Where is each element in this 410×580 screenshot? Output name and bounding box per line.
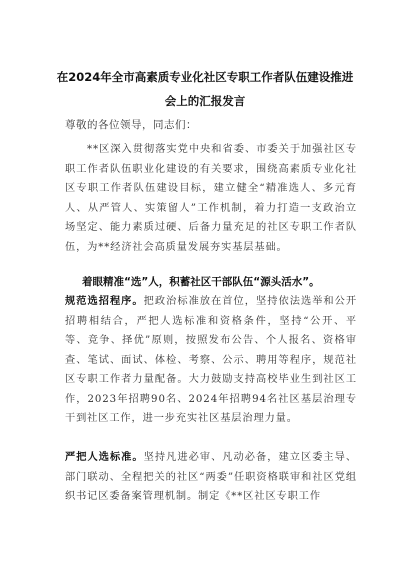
paragraph-body: 坚持凡进必审、凡动必备，建立区委主导、部门联动、全程把关的社区“两委”任职资格联审和社区党组织书记区委备案管理机制。制定《**区社区专职工作	[65, 452, 357, 502]
document-title-line-2: 会上的汇报发言	[164, 94, 246, 108]
section-heading-1: 着眼精准“选”人，积蓄社区干部队伍“源头活水”。	[82, 276, 320, 288]
intro-paragraph-text: **区深入贯彻落实党中央和省委、市委关于加强社区专职工作者队伍职业化建设的有关要求，围绕高素质专业化社区专职工作者队伍建设目标，建立健全“精准选人、多元育人、从严管人、实策留人”工作机制，着力打造一支政治立场坚定、能力素质过硬、后备力量充足的社区专职工作者队伍，为**经济社会高质量发展夯实基层基础。	[65, 144, 357, 253]
paragraph-selection-standards	[65, 448, 357, 507]
paragraph-lead: 规范选招程序。	[65, 296, 144, 307]
paragraph-selection-procedure	[65, 292, 357, 429]
paragraph-body: 把政治标准放在首位，坚持依法选举和公开招聘相结合，严把人选标准和资格条件，坚持“公开、平等、竞争、择优”原则，按照发布公告、个人报名、资格审查、笔试、面试、体检、考察、公示、聘用等程序，规范社区专职工作者力量配备。大力鼓励支持高校毕业生到社区工作，2023年招聘90名、2024年招聘94名社区基层治理专干到社区工作，进一步充实社区基层治理力量。	[65, 296, 357, 424]
salutation: 尊敬的各位领导，同志们：	[65, 119, 197, 131]
paragraph-lead: 严把人选标准。	[65, 452, 144, 463]
intro-paragraph	[65, 140, 357, 257]
document-title-line-1: 在2024年全市高素质专业化社区专职工作者队伍建设推进	[56, 70, 354, 84]
